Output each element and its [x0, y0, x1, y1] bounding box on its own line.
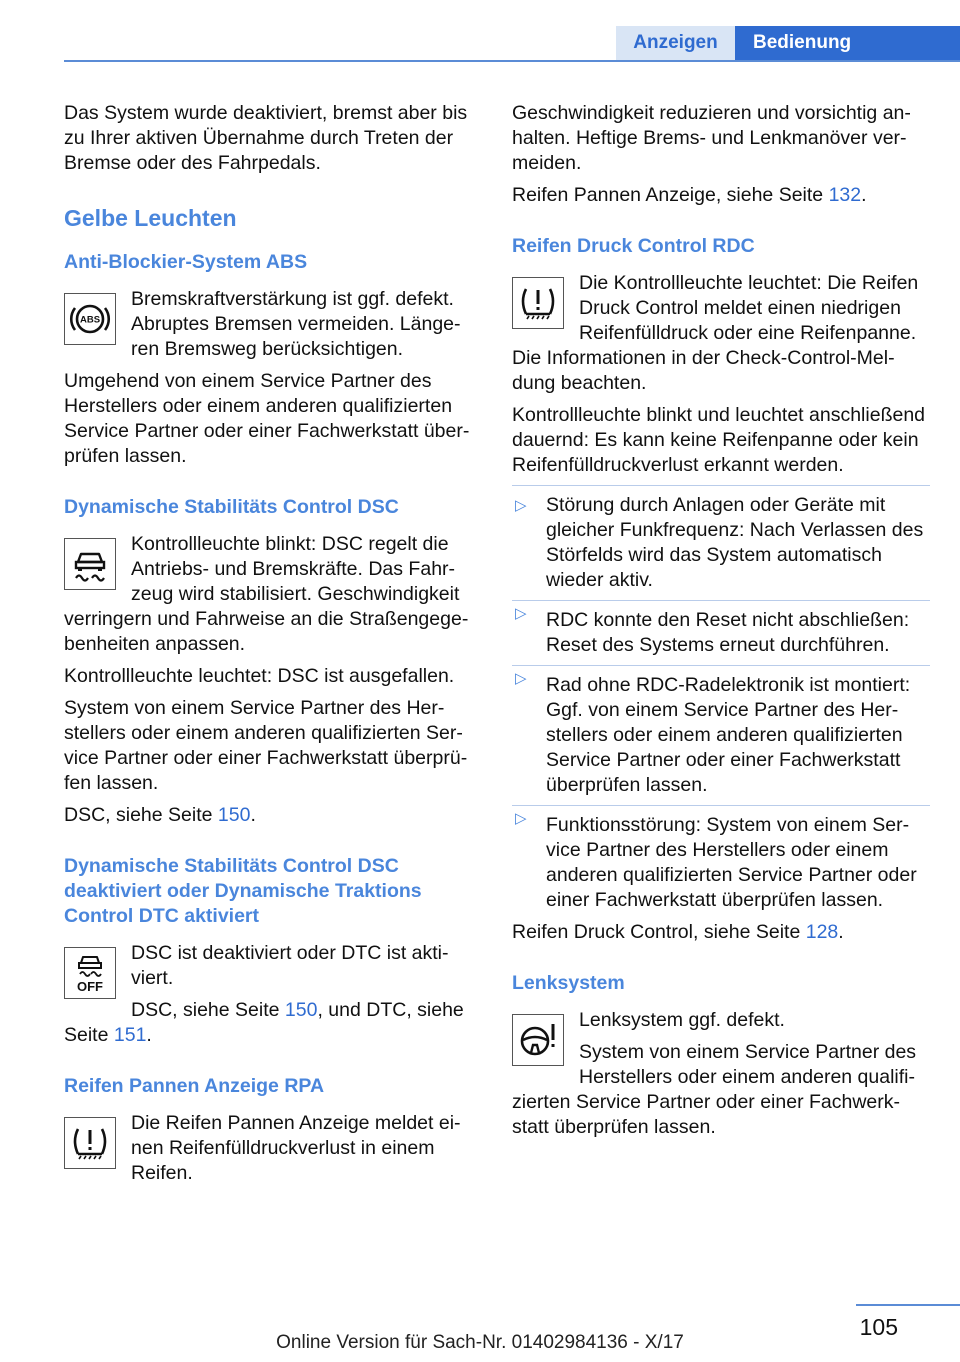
abs-warning-icon: [64, 293, 116, 345]
rpa-heading: Reifen Pannen Anzeige RPA: [64, 1075, 325, 1097]
footer-text: Online Version für Sach-Nr. 01402984136 - X/17: [276, 1332, 684, 1353]
triangle-bullet-icon: ▷: [515, 497, 527, 514]
tab-anzeigen[interactable]: Anzeigen: [616, 26, 735, 60]
triangle-bullet-icon: ▷: [515, 810, 527, 827]
lenksystem-text-2: System von einem Service Partner des Herstellers oder einem anderen qualifizierten Service Partner oder einer Fachwerkstatt überprüfen lassen.: [512, 1041, 917, 1138]
dsc-off-ref-middle: , und DTC, siehe Seite: [64, 999, 464, 1046]
lenksystem-heading: Lenksystem: [512, 972, 625, 994]
dsc-off-ref-prefix: DSC, siehe Seite: [131, 999, 285, 1021]
list-item: [512, 600, 930, 658]
rdc-reference: [512, 920, 930, 945]
dsc-reference: [64, 803, 480, 828]
rdc-text-2: Kontrollleuchte blinkt und leuchtet anschließend dauernd: Es kann keine Reifenpanne oder kein Reifenfülldruckverlust erkannt werden.: [512, 404, 926, 476]
dsc-text-1: Kontrollleuchte blinkt: DSC regelt die Antriebs- und Bremskräfte. Das Fahrzeug wird stabilisiert. Geschwindigkeit verringern und Fahrweise an die Straßengegebenheiten anpassen.: [64, 533, 469, 655]
dsc-ref-prefix: DSC, siehe Seite: [64, 804, 218, 826]
rdc-tire-pressure-icon: [512, 277, 564, 329]
list-item: [512, 805, 930, 913]
abs-heading: Anti-Blockier-System ABS: [64, 251, 308, 273]
dsc-text-2: Kontrollleuchte leuchtet: DSC ist ausgefallen.: [64, 665, 455, 687]
dsc-ref-suffix: .: [250, 804, 256, 826]
dsc-off-ref-suffix: .: [146, 1024, 152, 1046]
abs-icon-label: ABS: [79, 314, 101, 326]
rdc-bullet-list: [512, 485, 930, 913]
dsc-off-page-link-2[interactable]: 151: [113, 1024, 147, 1046]
header-rule: [64, 60, 960, 62]
rpa-ref-suffix: .: [861, 184, 867, 206]
intro-text: Das System wurde deaktiviert, bremst aber bis zu Ihrer aktiven Übernahme durch Treten der Bremse oder des Fahrpedals.: [64, 102, 468, 174]
bullet-text: Rad ohne RDC-Radelektronik ist montiert: Ggf. von einem Service Partner des Herstellers oder einem anderen qualifizierten Service Partner oder einer Fachwerkstatt überprüfen lassen.: [546, 674, 911, 796]
dsc-off-text-1: DSC ist deaktiviert oder DTC ist aktiviert.: [131, 942, 449, 989]
rdc-heading: Reifen Druck Control RDC: [512, 235, 755, 257]
bullet-text: Funktionsstörung: System von einem Service Partner des Herstellers oder einem anderen qualifizierten Service Partner oder einer Fachwerkstatt überprüfen lassen.: [546, 814, 917, 911]
tab-bedienung[interactable]: Bedienung: [735, 26, 960, 60]
abs-text-2: Umgehend von einem Service Partner des Herstellers oder einem anderen qualifizierten Service Partner oder einer Fachwerkstatt überprüfen lassen.: [64, 370, 470, 467]
lenksystem-text-1: Lenksystem ggf. defekt.: [579, 1009, 785, 1031]
abs-text-1: Bremskraftverstärkung ist ggf. defekt. Abruptes Bremsen vermeiden. Längeren Bremsweg berücksichtigen.: [131, 288, 461, 360]
rdc-ref-prefix: Reifen Druck Control, siehe Seite: [512, 921, 806, 943]
left-column: [64, 101, 480, 1193]
rdc-page-link[interactable]: 128: [805, 921, 839, 943]
triangle-bullet-icon: ▷: [515, 605, 527, 622]
dsc-off-reference: [64, 998, 480, 1048]
rdc-ref-suffix: .: [838, 921, 844, 943]
tire-pressure-warning-icon: [64, 1117, 116, 1169]
page-number: 105: [859, 1314, 898, 1340]
rdc-text-1: Die Kontrollleuchte leuchtet: Die Reifen Druck Control meldet einen niedrigen Reifenfülldruck oder eine Reifenpanne. Die Informationen in der Check-Control-Meldung beachten.: [512, 272, 919, 394]
rpa-text-1: Die Reifen Pannen Anzeige meldet einen Reifenfülldruckverlust in einem Reifen.: [131, 1112, 461, 1184]
page-number-rule: [856, 1304, 960, 1306]
bullet-text: Störung durch Anlagen oder Geräte mit gleicher Funkfrequenz: Nach Verlassen des Störfelds wird das System automatisch wieder aktiv.: [546, 494, 924, 591]
rpa-page-link[interactable]: 132: [828, 184, 862, 206]
steering-warning-icon: [512, 1014, 564, 1066]
right-intro-text: Geschwindigkeit reduzieren und vorsichtig anhalten. Heftige Brems- und Lenkmanöver vermeiden.: [512, 102, 911, 174]
dsc-off-icon-label: OFF: [77, 979, 103, 994]
list-item: [512, 493, 930, 593]
dsc-text-3: System von einem Service Partner des Herstellers oder einem anderen qualifizierten Service Partner oder einer Fachwerkstatt überprüfen lassen.: [64, 697, 468, 794]
dsc-car-skid-icon: [64, 538, 116, 590]
rpa-ref-prefix: Reifen Pannen Anzeige, siehe Seite: [512, 184, 829, 206]
rpa-reference: [512, 183, 930, 208]
list-item: [512, 665, 930, 798]
bullet-text: RDC konnte den Reset nicht abschließen: Reset des Systems erneut durchführen.: [546, 609, 910, 656]
dsc-page-link[interactable]: 150: [217, 804, 251, 826]
dsc-off-icon: [64, 947, 116, 999]
right-column: [512, 101, 930, 1147]
dsc-heading: Dynamische Stabilitäts Control DSC: [64, 496, 399, 518]
dsc-off-page-link-1[interactable]: 150: [284, 999, 318, 1021]
section-gelbe-leuchten: Gelbe Leuchten: [64, 205, 237, 231]
dsc-off-heading: Dynamische Stabilitäts Control DSC deaktiviert oder Dynamische Traktions Control DTC aktiviert: [64, 855, 422, 927]
triangle-bullet-icon: ▷: [515, 670, 527, 687]
